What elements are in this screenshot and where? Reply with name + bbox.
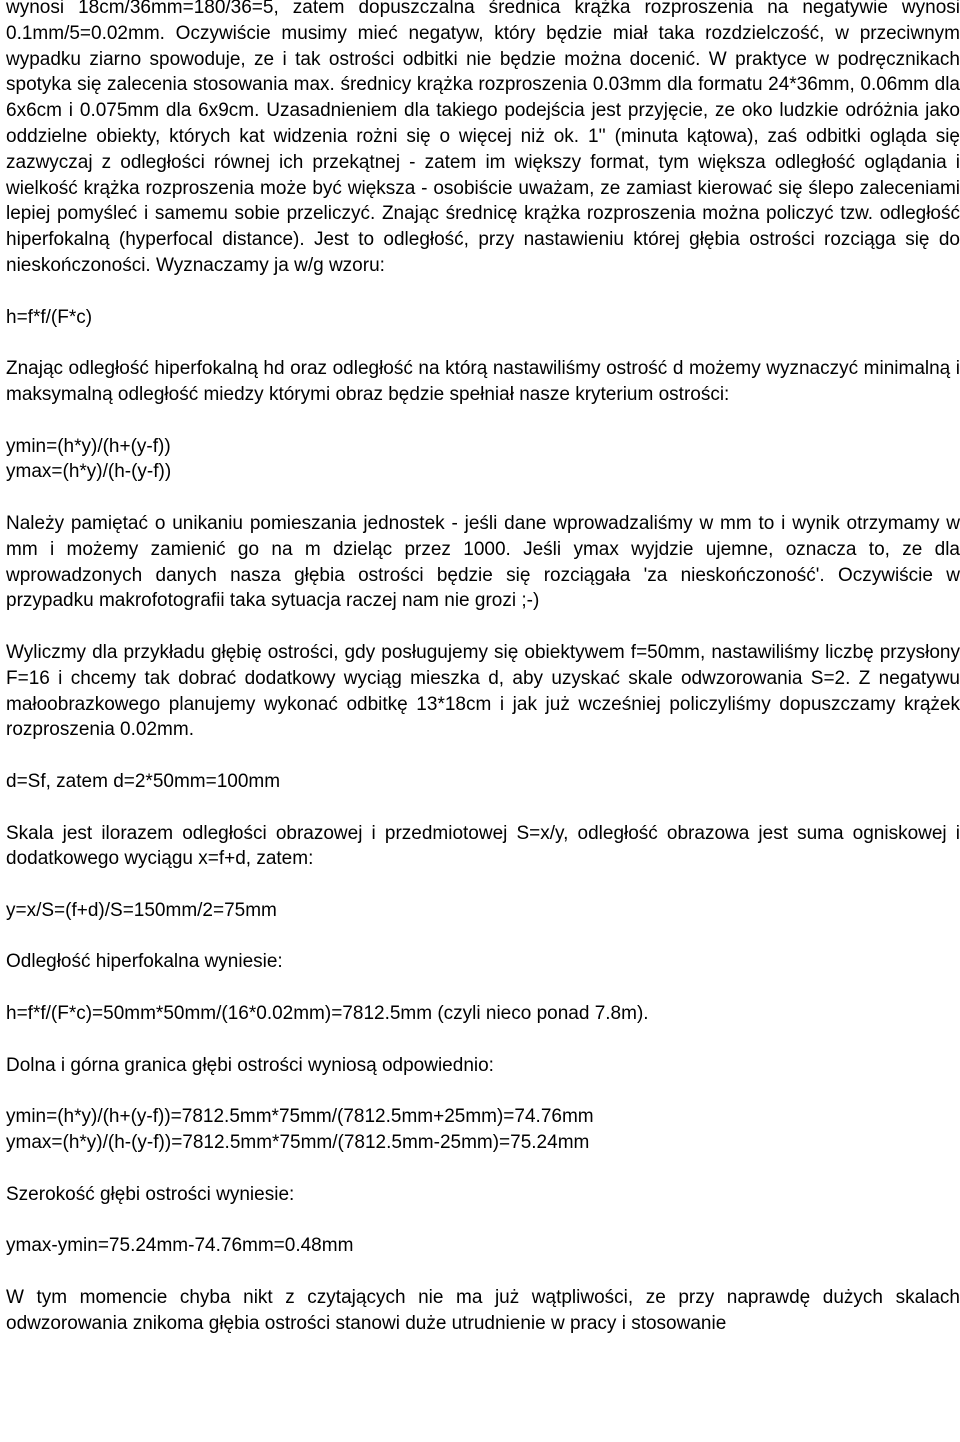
- paragraph-units-note: Należy pamiętać o unikaniu pomieszania jednostek - jeśli dane wprowadzaliśmy w mm to i wynik otrzymamy w mm i możemy zamienić go na m dzieląc przez 1000. Jeśli ymax wyjdzie ujemne, oznacza to, ze dla wprowadzonych danych nasza głębia ostrości będzie się rozciągała 'za nieskończoność'. Oczywiście w przypadku makrofotografii taka sytuacja raczej nam nie grozi ;-): [6, 512, 960, 612]
- paragraph-gap: [6, 924, 960, 950]
- paragraph-gap: [6, 872, 960, 898]
- paragraph-gap: [6, 1027, 960, 1053]
- paragraph-gap: [6, 1156, 960, 1182]
- paragraph-gap: [6, 1078, 960, 1104]
- paragraph-gap: [6, 279, 960, 305]
- document-body: [6, 0, 960, 1336]
- paragraph-gap: [6, 330, 960, 356]
- paragraph-gap: [6, 485, 960, 511]
- formula-width-result: ymax-ymin=75.24mm-74.76mm=0.48mm: [6, 1235, 354, 1257]
- formula-ymin: ymin=(h*y)/(h+(y-f)): [6, 435, 171, 457]
- paragraph-gap: [6, 795, 960, 821]
- paragraph-hyperfocal-label: Odległość hiperfokalna wyniesie:: [6, 951, 283, 973]
- paragraph-gap: [6, 408, 960, 434]
- paragraph-width-label: Szerokość głębi ostrości wyniesie:: [6, 1183, 295, 1205]
- paragraph-limits-label: Dolna i górna granica głębi ostrości wyniosą odpowiednio:: [6, 1054, 494, 1076]
- formula-extension: d=Sf, zatem d=2*50mm=100mm: [6, 770, 281, 792]
- paragraph-gap: [6, 614, 960, 640]
- paragraph-example-intro: Wyliczmy dla przykładu głębię ostrości, gdy posługujemy się obiektywem f=50mm, nastawiliśmy liczbę przysłony F=16 i chcemy tak dobrać dodatkowy wyciąg mieszka d, aby uzyskać skale odwzorowania S=2. Z negatywu małoobrazkowego planujemy wykonać odbitkę 13*18cm i jak już wcześniej policzyliśmy dopuszczamy krążek rozproszenia 0.02mm.: [6, 641, 960, 741]
- formula-hyperfocal: h=f*f/(F*c): [6, 306, 93, 328]
- formula-ymax: ymax=(h*y)/(h-(y-f)): [6, 461, 172, 483]
- paragraph-scale-definition: Skala jest ilorazem odległości obrazowej i przedmiotowej S=x/y, odległość obrazowa jest suma ogniskowej i dodatkowego wyciągu x=f+d, zatem:: [6, 822, 960, 870]
- formula-ymin-result: ymin=(h*y)/(h+(y-f))=7812.5mm*75mm/(7812.5mm+25mm)=74.76mm: [6, 1106, 594, 1128]
- formula-object-distance: y=x/S=(f+d)/S=150mm/2=75mm: [6, 899, 277, 921]
- formula-ymax-result: ymax=(h*y)/(h-(y-f))=7812.5mm*75mm/(7812.5mm-25mm)=75.24mm: [6, 1132, 590, 1154]
- paragraph-conclusion: W tym momencie chyba nikt z czytających nie ma już wątpliwości, ze przy naprawdę dużych skalach odwzorowania znikoma głębia ostrości stanowi duże utrudnienie w pracy i stosowanie: [6, 1286, 960, 1334]
- paragraph-gap: [6, 975, 960, 1001]
- paragraph-circle-of-confusion: wynosi 18cm/36mm=180/36=5, zatem dopuszczalna średnica krążka rozproszenia na negatywie wynosi 0.1mm/5=0.02mm. Oczywiście musimy mieć negatyw, który będzie miał taka rozdzielczość, w przeciwnym wypadku ziarno spowoduje, ze i tak ostrości odbitki nie będzie można docenić. W praktyce w podręcznikach spotyka się zalecenia stosowania max. średnicy krążka rozproszenia 0.03mm dla formatu 24*36mm, 0.06mm dla 6x6cm i 0.075mm dla 6x9cm. Uzasadnieniem dla takiego podejścia jest przyjęcie, ze oko ludzkie odróżnia jako oddzielne obiekty, których kat widzenia rożni się o więcej niż ok. 1'' (minuta kątowa), zaś odbitki ogląda się zazwyczaj z odległości równej ich przekątnej - zatem im większy format, tym większa odległość oglądania i wielkość krążka rozproszenia może być większa - osobiście uważam, ze zamiast kierować się ślepo zaleceniami lepiej pomyśleć i samemu sobie przeliczyć. Znając średnicę krążka rozproszenia można policzyć tzw. odległość hiperfokalną (hyperfocal distance). Jest to odległość, przy nastawieniu której głębia ostrości rozciąga się do nieskończoności. Wyznaczamy ja w/g wzoru:: [6, 0, 960, 276]
- paragraph-gap: [6, 1259, 960, 1285]
- formula-hyperfocal-result: h=f*f/(F*c)=50mm*50mm/(16*0.02mm)=7812.5mm (czyli nieco ponad 7.8m).: [6, 1003, 649, 1025]
- paragraph-depth-limits-intro: Znając odległość hiperfokalną hd oraz odległość na którą nastawiliśmy ostrość d możemy wyznaczyć minimalną i maksymalną odległość miedzy którymi obraz będzie spełniał nasze kryterium ostrości:: [6, 358, 960, 405]
- paragraph-gap: [6, 1207, 960, 1233]
- paragraph-gap: [6, 743, 960, 769]
